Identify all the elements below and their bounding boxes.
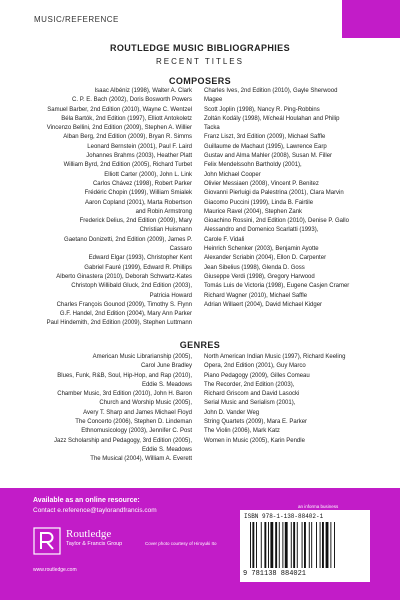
bibliography-entry: Frederick Delius, 2nd Edition (2009), Mary bbox=[79, 218, 192, 225]
cover-credit: Cover photo courtesy of Hiroyuki Ito bbox=[145, 541, 217, 546]
bibliography-entry: Carlos Chávez (1998), Robert Parker bbox=[92, 180, 192, 187]
bibliography-entry: American Music Librarianship (2005), bbox=[92, 354, 192, 360]
bibliography-entry: Olivier Messiaen (2008), Vincent P. Benitez bbox=[204, 180, 319, 187]
category-label: MUSIC/REFERENCE bbox=[34, 15, 119, 24]
isbn-number: 9 781138 884021 bbox=[243, 570, 307, 578]
bibliography-entry: Vincenzo Bellini, 2nd Edition (2009), Stephen A. Willier bbox=[46, 125, 192, 132]
bibliography-entry: Elliott Carter (2000), John L. Link bbox=[104, 171, 192, 178]
bibliography-entry: Guillaume de Machaut (1995), Lawrence Earp bbox=[204, 143, 327, 150]
bibliography-entry: Charles Ives, 2nd Edition (2010), Gayle Sherwood bbox=[204, 88, 338, 94]
composers-left-column bbox=[47, 87, 192, 329]
bibliography-entry: Alessandro and Domenico Scarlatti (1993), bbox=[204, 227, 319, 234]
bibliography-entry: G.F. Handel, 2nd Edition (2004), Mary Ann Parker bbox=[59, 311, 192, 318]
bibliography-entry: Patricia Howard bbox=[149, 292, 192, 299]
bibliography-entry: Christoph Willibald Gluck, 2nd Edition (2003), bbox=[71, 283, 192, 290]
bibliography-entry: Cassaro bbox=[169, 246, 192, 253]
bibliography-entry: Jazz Scholarship and Pedagogy, 3rd Edition (2005), bbox=[54, 437, 192, 444]
bibliography-entry: Eddie S. Meadows bbox=[141, 381, 192, 388]
bibliography-entry: Alexander Scriabin (2004), Ellon D. Carpenter bbox=[204, 255, 327, 262]
bibliography-entry: Alberto Ginastera (2010), Deborah Schwartz-Kates bbox=[56, 273, 192, 280]
bibliography-entry: Zoltán Kodály (1998), Mícheál Houlahan and Philip bbox=[204, 115, 340, 122]
bibliography-entry: Béla Bartók, 2nd Edition (1997), Elliott Antokoletz bbox=[61, 115, 192, 122]
bibliography-entry: Samuel Barber, 2nd Edition (2010), Wayne C. Wentzel bbox=[47, 106, 192, 113]
bibliography-entry: Aaron Copland (2001), Marta Robertson bbox=[84, 199, 192, 206]
bibliography-entry: Edward Elgar (1993), Christopher Kent bbox=[88, 255, 192, 262]
bibliography-entry: Paul Hindemith, 2nd Edition (2009), Stephen Luttmann bbox=[46, 320, 192, 327]
composers-right-column bbox=[204, 87, 349, 310]
bibliography-entry: The Concerto (2006), Stephen D. Lindeman bbox=[75, 419, 192, 426]
composers-heading: COMPOSERS bbox=[168, 76, 232, 86]
bibliography-entry: Christian Huismann bbox=[139, 227, 192, 234]
bibliography-entry: Gioachino Rossini, 2nd Edition (2010), Denise P. Gallo bbox=[204, 218, 349, 225]
accent-bar bbox=[342, 0, 400, 38]
bibliography-entry: Giovanni Pierluigi da Palestrina (2001), Clara Marvin bbox=[204, 190, 344, 197]
bibliography-entry: Alban Berg, 2nd Edition (2009), Bryan R. Simms bbox=[63, 134, 192, 141]
bibliography-entry: John Michael Cooper bbox=[204, 171, 261, 178]
publisher-group: Taylor & Francis Group bbox=[66, 541, 123, 547]
informa-tagline: an informa business bbox=[298, 504, 339, 509]
bibliography-entry: and Robin Armstrong bbox=[135, 208, 192, 215]
recent-titles-subtitle: RECENT TITLES bbox=[156, 57, 244, 66]
isbn-label: ISBN 978-1-138-88402-1 bbox=[244, 513, 324, 520]
bibliography-entry: Eddie S. Meadows bbox=[141, 446, 192, 453]
bibliography-entry: Magee bbox=[204, 97, 223, 104]
contact-email[interactable]: Contact e.reference@taylorandfrancis.com bbox=[33, 507, 157, 514]
publisher-name: Routledge bbox=[66, 528, 112, 540]
bibliography-entry: Gustav and Alma Mahler (2008), Susan M. Filler bbox=[204, 153, 333, 160]
publisher-url[interactable]: www.routledge.com bbox=[33, 567, 77, 573]
genres-heading: GENRES bbox=[179, 340, 221, 350]
barcode-panel bbox=[240, 510, 370, 582]
bibliography-entry: C. P. E. Bach (2002), Doris Bosworth Powers bbox=[72, 97, 192, 104]
bibliography-entry: Avery T. Sharp and James Michael Floyd bbox=[83, 409, 192, 416]
bibliography-entry: Johannes Brahms (2003), Heather Platt bbox=[86, 153, 192, 160]
genres-left-column bbox=[54, 353, 192, 465]
bibliography-entry: Isaac Albéniz (1998), Walter A. Clark bbox=[94, 88, 192, 94]
bibliography-entry: Church and Worship Music (2005), bbox=[99, 400, 192, 407]
bibliography-entry: John D. Vander Weg bbox=[204, 409, 260, 416]
online-availability: Available as an online resource: bbox=[33, 497, 140, 504]
bibliography-entry: Scott Joplin (1998), Nancy R. Ping-Robbins bbox=[204, 106, 320, 113]
bibliography-entry: North American Indian Music (1997), Richard Keeling bbox=[204, 354, 346, 360]
bibliography-entry: Chamber Music, 3rd Edition (2010), John H. Baron bbox=[57, 391, 192, 398]
bibliography-entry: Giacomo Puccini (1999), Linda B. Fairtile bbox=[204, 199, 314, 206]
series-title: ROUTLEDGE MUSIC BIBLIOGRAPHIES bbox=[109, 43, 290, 53]
bibliography-entry: Ethnomusicology (2003), Jennifer C. Post bbox=[81, 428, 192, 435]
bibliography-entry: The Musical (2004), William A. Everett bbox=[90, 456, 192, 463]
bibliography-entry: Maurice Ravel (2004), Stephen Zank bbox=[204, 208, 303, 215]
bibliography-entry: Heinrich Schenker (2003), Benjamin Ayotte bbox=[204, 246, 319, 253]
bibliography-entry: Tomás Luis de Victoria (1998), Eugene Casjen Cramer bbox=[204, 283, 350, 290]
bibliography-entry: Franz Liszt, 3rd Edition (2009), Michael Saffle bbox=[204, 134, 326, 141]
genres-right-column bbox=[204, 353, 345, 446]
bibliography-entry: The Recorder, 2nd Edition (2003), bbox=[204, 381, 295, 388]
bibliography-entry: Tacka bbox=[204, 125, 220, 132]
bibliography-entry: Serial Music and Serialism (2001), bbox=[204, 400, 296, 407]
bibliography-entry: William Byrd, 2nd Edition (2005), Richard Turbet bbox=[63, 162, 192, 169]
bibliography-entry: The Violin (2006), Mark Katz bbox=[204, 428, 280, 435]
bibliography-entry: Gaetano Donizetti, 2nd Edition (2009), James P. bbox=[64, 236, 192, 243]
bibliography-entry: Richard Griscom and David Lasocki bbox=[204, 391, 300, 398]
bibliography-entry: Frédéric Chopin (1999), William Smialek bbox=[84, 190, 192, 197]
bibliography-entry: Adrian Willaert (2004), David Michael Kidger bbox=[204, 301, 323, 308]
bibliography-entry: Richard Wagner (2010), Michael Saffle bbox=[204, 292, 308, 299]
bibliography-entry: Piano Pedagogy (2009), Gilles Comeau bbox=[204, 372, 310, 379]
bibliography-entry: Jean Sibelius (1998), Glenda D. Goss bbox=[204, 264, 305, 271]
bibliography-entry: Giuseppe Verdi (1998), Gregory Harwood bbox=[204, 273, 315, 280]
bibliography-entry: Blues, Funk, R&B, Soul, Hip-Hop, and Rap (2010), bbox=[57, 372, 192, 379]
barcode-icon bbox=[250, 522, 362, 568]
bibliography-entry: Charles François Gounod (2009), Timothy S. Flynn bbox=[56, 301, 192, 308]
bibliography-entry: Carole F. Vidali bbox=[204, 236, 245, 243]
bibliography-entry: String Quartets (2009), Mara E. Parker bbox=[204, 419, 308, 426]
routledge-logo-icon bbox=[33, 527, 61, 555]
bibliography-entry: Opera, 2nd Edition (2001), Guy Marco bbox=[204, 363, 306, 370]
bibliography-entry: Felix Mendelssohn Bartholdy (2001), bbox=[204, 162, 302, 169]
bibliography-entry: Leonard Bernstein (2001), Paul F. Laird bbox=[87, 143, 192, 150]
bibliography-entry: Gabriel Fauré (1999), Edward R. Phillips bbox=[84, 264, 192, 271]
bibliography-entry: Women in Music (2005), Karin Pendle bbox=[204, 437, 305, 444]
bibliography-entry: Carol June Bradley bbox=[140, 363, 192, 370]
